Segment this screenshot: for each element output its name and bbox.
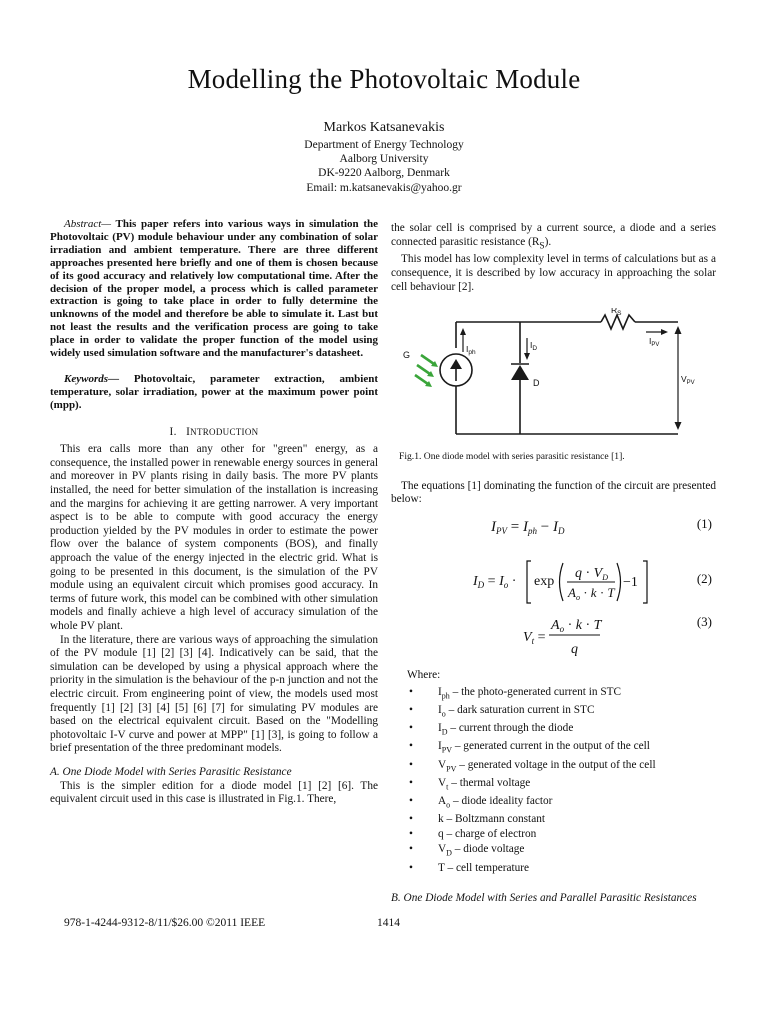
definition-symbol: V [438, 843, 447, 856]
definition-item [409, 703, 716, 721]
svg-text:IPV = Iph − ID: $I_{PV} = I_{ph} - I_D$ [491, 519, 565, 536]
page-number: 1414 [377, 917, 400, 929]
affiliation-dept: Department of Energy Technology [304, 139, 464, 151]
svg-text:exp: exp [534, 574, 555, 589]
equation-3 [391, 613, 716, 659]
definition-item [409, 721, 716, 739]
label-rs: $R_S$ [611, 308, 622, 318]
definition-symbol: V [438, 758, 447, 771]
right-paragraph-2: This model has low complexity level in terms of calculations but as a consequence, it is described by low accuracy in approaching the solar cell behaviour [2]. [391, 253, 716, 293]
affiliation [0, 138, 768, 195]
abstract-lead: Abstract— [64, 218, 112, 230]
circuit-diagram [391, 308, 716, 448]
resistor-rs [601, 315, 635, 329]
equation-2 [391, 555, 716, 607]
svg-text:q: q [571, 642, 578, 657]
definition-text: – Boltzmann constant [443, 813, 545, 826]
ipv-arrow-head [661, 329, 668, 335]
section-cap: I [186, 425, 191, 438]
definition-item [409, 794, 716, 812]
right-p1-text: the solar cell is comprised by a current source, a diode and a series connected parasitic resistance (R [391, 222, 716, 248]
definition-subscript: D [446, 848, 452, 858]
definition-subscript: o [441, 709, 446, 719]
definition-item [409, 827, 716, 842]
definition-symbol: I [438, 722, 442, 735]
section-rest: NTRODUCTION [190, 426, 259, 437]
definition-symbol: I [438, 685, 442, 698]
equation-2-number: (2) [696, 571, 712, 586]
keywords-text: — Photovoltaic, parameter extraction, ambient temperature, solar irradiation, power at the maximum power point (mpp). [50, 372, 378, 411]
definition-item [409, 861, 716, 876]
intro-paragraph-1: This era calls more than any other for "green" energy, as a consequence, the installed power in renewable energy sources in general and moreover in PV plants rising in daily basis. The more PV plants installed, the need for better simulation of the installation is increasing and the margins for achieving it are getting narrower. A very important aspect is to be able to compute with good accuracy the energy production yielded by the PV modules in order to estimate the power flow over the balance of system components (BOS), and finally approach the value of the energy injected in the electric grid. What is going to be presented in this document, is the simulation of the PV module using an equivalent circuit which promises good accuracy. In terms of future work, this model can be combined with other simulation models and finally achieve a high level of accuracy simulation of the whole PV plant. [50, 443, 378, 632]
definition-symbol: V [438, 776, 447, 789]
right-column [391, 222, 716, 905]
equation-1 [391, 511, 716, 545]
definition-item [409, 776, 716, 794]
equation-3-number: (3) [696, 614, 712, 629]
svg-text:q · VD: $q \cdot V_D$ [575, 566, 609, 582]
equations-intro: The equations [1] dominating the function of the circuit are presented below: [391, 479, 716, 506]
label-id: $I_D$ [530, 340, 538, 353]
definition-subscript: PV [446, 763, 457, 773]
definition-symbol: q [438, 828, 444, 841]
right-p1-sub: S [539, 240, 545, 251]
diode-symbol [511, 365, 529, 380]
definition-item [409, 685, 716, 703]
label-iph: $I_{ph}$ [466, 344, 476, 357]
definition-text: – generated voltage in the output of the cell [456, 758, 656, 771]
definition-text: – dark saturation current in STC [445, 703, 595, 716]
voltage-arrow-head-top [675, 326, 682, 334]
definition-symbol: T [438, 861, 445, 874]
subsection-a-paragraph: This is the simpler edition for a diode model [1] [2] [6]. The equivalent circuit used in this case is illustrated in Fig.1. There, [50, 779, 378, 806]
definition-symbol: k [438, 813, 444, 826]
abstract [50, 218, 378, 360]
svg-text:Ao · k · T: $A_o \cdot k \cdot T$ [568, 585, 615, 602]
label-g: G [403, 350, 411, 361]
symbol-definitions [391, 685, 716, 876]
definition-text: – diode ideality factor [450, 795, 553, 808]
definition-item [409, 739, 716, 757]
definition-text: – charge of electron [443, 828, 537, 841]
definition-text: – current through the diode [447, 722, 574, 735]
definition-subscript: ph [441, 690, 450, 700]
subsection-b-heading: B. One Diode Model with Series and Parallel Parasitic Resistances [391, 891, 697, 904]
equation-3-math [391, 613, 716, 659]
equation-1-number: (1) [696, 516, 712, 531]
definition-text: – diode voltage [451, 843, 525, 856]
definition-text: – thermal voltage [448, 776, 531, 789]
source-arrow-head [450, 359, 462, 369]
paper-title: Modelling the Photovoltaic Module [187, 64, 581, 94]
author-name: Markos Katsanevakis [323, 120, 445, 135]
svg-text:ID = Io ·: $I_D = I_o$ · [473, 574, 517, 590]
definition-item [409, 812, 716, 827]
definition-subscript: D [441, 727, 448, 737]
definition-subscript: t [446, 782, 449, 792]
definition-subscript: PV [441, 745, 452, 755]
definition-subscript: o [446, 800, 451, 810]
light-rays [415, 355, 434, 384]
figure-caption: Fig.1. One diode model with series parasitic resistance [1]. [399, 451, 625, 463]
svg-text:−1: −1 [623, 575, 638, 590]
label-vpv: $V_{PV}$ [681, 374, 695, 387]
definition-symbol: I [438, 740, 442, 753]
definition-item [409, 842, 716, 860]
definition-text: – the photo-generated current in STC [449, 685, 622, 698]
svg-text:Ao · k · T: $A_o \cdot k \cdot T$ [551, 618, 602, 634]
definition-text: – cell temperature [444, 861, 530, 874]
right-p1-end: ). [544, 235, 552, 248]
section-number: I. [169, 425, 177, 438]
affiliation-email[interactable]: Email: m.katsanevakis@yahoo.gr [306, 181, 462, 194]
equation-1-math [391, 511, 716, 545]
voltage-arrow-head-bottom [675, 422, 682, 430]
equation-2-math [391, 555, 716, 607]
subsection-a-heading: A. One Diode Model with Series Parasitic Resistance [50, 765, 292, 778]
where-label: Where: [407, 669, 441, 681]
definition-item [409, 758, 716, 776]
id-arrow-head [524, 353, 530, 360]
definition-symbol: A [438, 795, 447, 808]
definition-text: – generated current in the output of the cell [452, 740, 650, 753]
intro-paragraph-2: In the literature, there are various ways of approaching the simulation of the PV module [1] [2] [3] [4]. Indicatively can be said, that the simulation can be developed by using a physical approach where the priority in the simulation is the behaviour of the p-n junction and not the electric circuit. From engineering point of view, the models used most frequently [1] [2] [3] [4] [5] [6] [7] for simulating PV modules are based on the electrical equivalent circuit. Based on the "Modelling photovoltaic I-V curve and power at MPP" [1] [3], is going to follow a brief presentation of the three predominant models. [50, 633, 378, 755]
right-paragraph-1 [391, 222, 716, 253]
section-heading-introduction [50, 426, 378, 440]
footer-copyright: 978-1-4244-9312-8/11/$26.00 ©2011 IEEE [64, 917, 266, 929]
left-column [50, 218, 378, 807]
keywords-lead: Keywords [64, 372, 108, 385]
abstract-text: This paper refers into various ways in simulation the Photovoltaic (PV) module behaviour under any combination of solar irradiation and ambient temperature. There are three different approaches presented here briefly and one of them is chosen because of its good accuracy and relatively low computational time. After the decision of the proper model, a process which is called parameter extraction is going to take place in order to fully determine the unknowns of the model and therefore be able to simulate it. Last but not least the results and the verification process are going to take place in order to validate the proper function of the model using widely used simulation software and the manufacturer's datasheet. [50, 218, 378, 360]
svg-text:Vt =: $V_t$ = [523, 630, 546, 646]
affiliation-city: DK-9220 Aalborg, Denmark [318, 167, 450, 180]
keywords [50, 373, 378, 412]
affiliation-university: Aalborg University [339, 153, 429, 166]
label-ipv: $I_{PV}$ [649, 336, 660, 349]
iph-arrow-head [460, 328, 466, 335]
label-d: D [533, 378, 540, 389]
definition-symbol: I [438, 703, 442, 716]
